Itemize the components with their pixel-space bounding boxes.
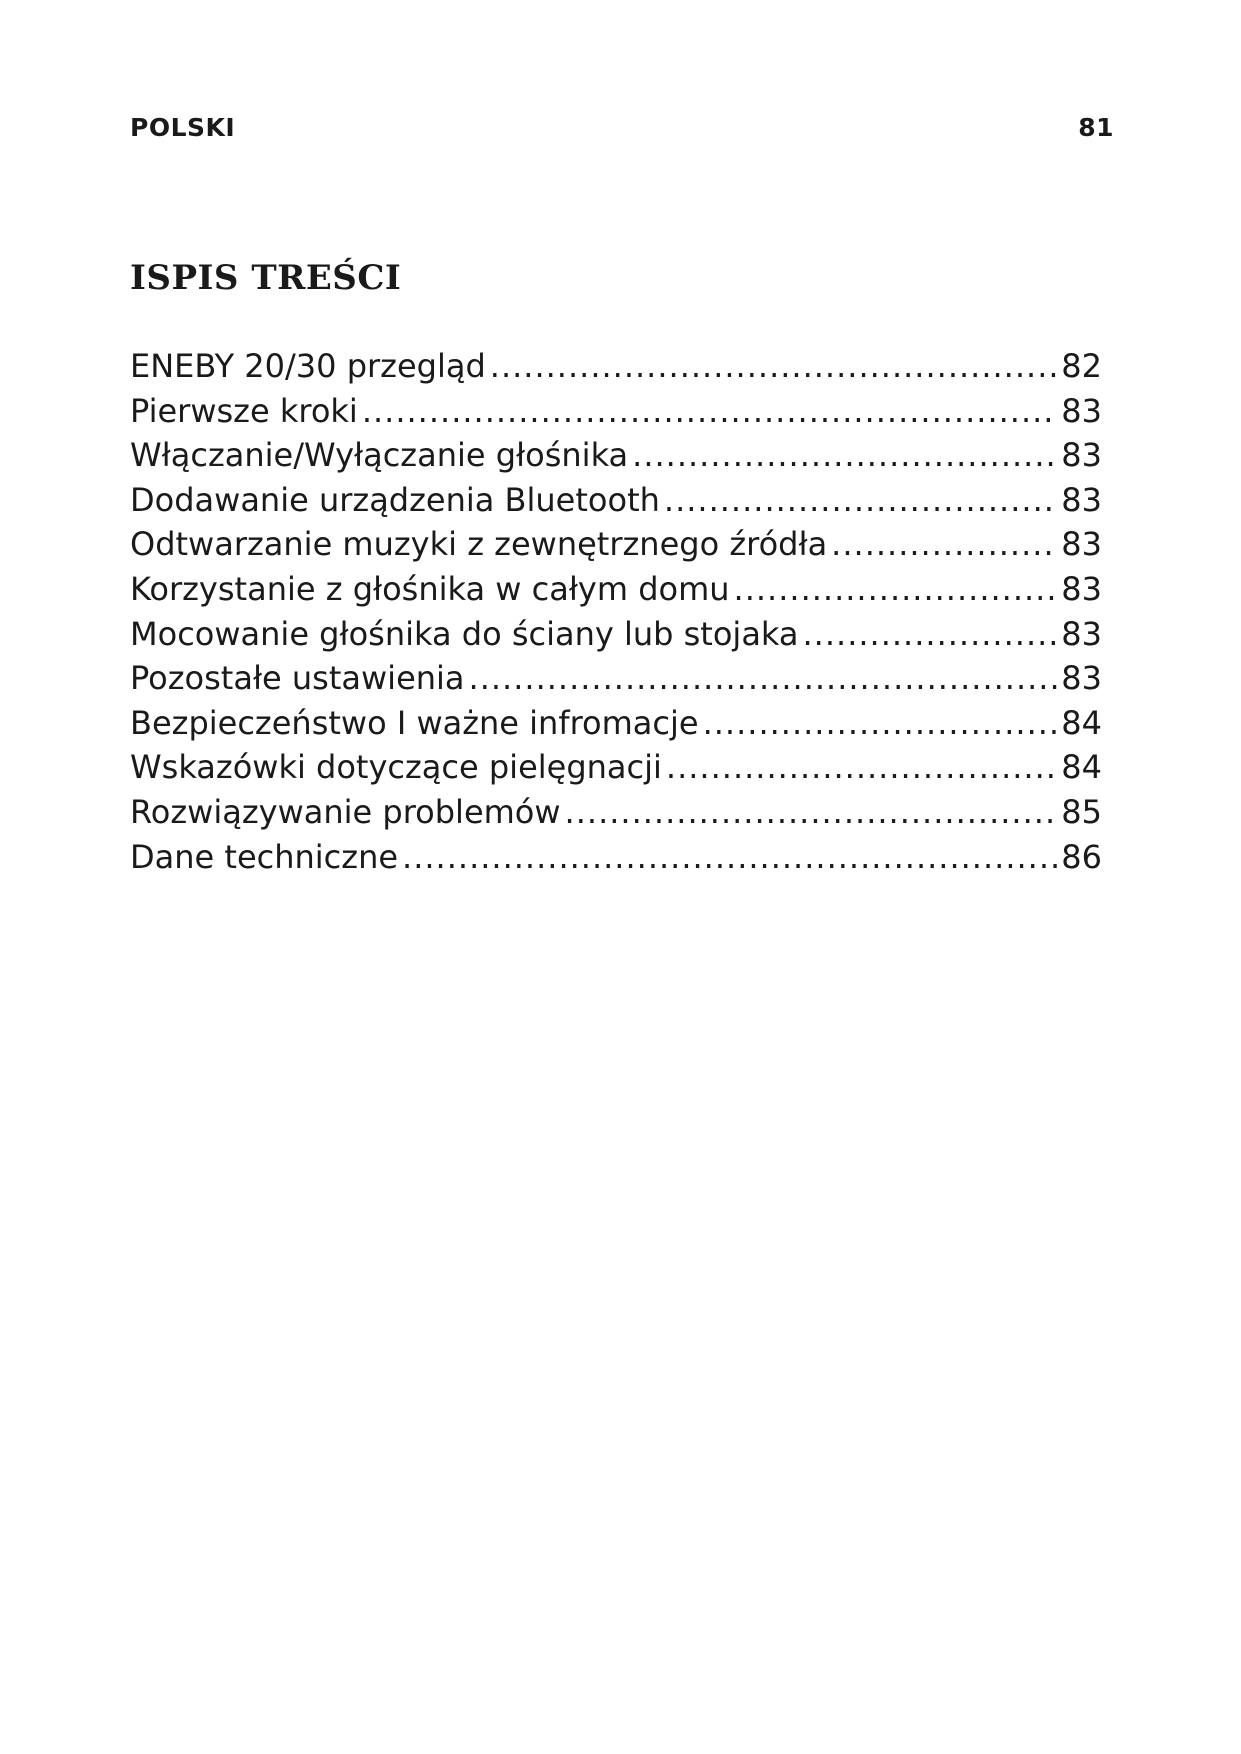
toc-entry-page: 84 <box>1061 703 1102 742</box>
toc-entry-title: Dodawanie urządzenia Bluetooth <box>130 480 660 519</box>
toc-entry[interactable] <box>130 793 1102 838</box>
toc-entry-page: 82 <box>1061 347 1102 385</box>
dot-leader <box>703 704 1058 742</box>
section-label: POLSKI <box>130 112 236 142</box>
toc-entry[interactable] <box>130 659 1102 704</box>
dot-leader <box>565 793 1058 831</box>
toc-entry[interactable] <box>130 748 1102 793</box>
dot-leader <box>831 525 1057 563</box>
toc-entry[interactable] <box>130 615 1102 660</box>
toc-entry-page: 83 <box>1061 614 1102 653</box>
toc-entry-page: 85 <box>1061 792 1102 831</box>
toc-entry-title: Korzystanie z głośnika w całym domu <box>130 569 730 608</box>
dot-leader <box>666 748 1057 786</box>
toc-entry-title: Włączanie/Wyłączanie głośnika <box>130 436 629 475</box>
toc-entry-page: 83 <box>1061 391 1102 430</box>
dot-leader <box>490 347 1058 385</box>
toc-entry[interactable] <box>130 436 1102 481</box>
toc-entry-page: 83 <box>1061 525 1102 564</box>
toc-entry[interactable] <box>130 570 1102 615</box>
dot-leader <box>469 659 1058 697</box>
toc-entry-title: Wskazówki dotyczące pielęgnacji <box>130 748 662 787</box>
toc-entry-title: Odtwarzanie muzyki z zewnętrznego źródła <box>130 525 828 564</box>
toc-entry-page: 83 <box>1061 436 1102 475</box>
toc-entry-page: 84 <box>1061 748 1102 787</box>
toc-list <box>130 347 1102 882</box>
toc-entry-title: ENEBY 20/30 przegląd <box>130 347 486 385</box>
dot-leader <box>402 838 1057 876</box>
page-number: 81 <box>1078 112 1114 142</box>
toc-entry-title: Mocowanie głośnika do ściany lub stojaka <box>130 614 799 653</box>
toc-entry[interactable] <box>130 481 1102 526</box>
toc-entry-page: 83 <box>1061 569 1102 608</box>
dot-leader <box>362 392 1057 430</box>
dot-leader <box>734 570 1058 608</box>
toc-entry-title: Pierwsze kroki <box>130 391 358 430</box>
dot-leader <box>632 436 1057 474</box>
toc-entry-title: Dane techniczne <box>130 837 399 876</box>
dot-leader <box>664 481 1057 519</box>
toc-heading: ISPIS TREŚCI <box>130 258 402 298</box>
dot-leader <box>803 615 1058 653</box>
toc-entry-title: Rozwiązywanie problemów <box>130 792 561 831</box>
toc-entry[interactable] <box>130 838 1102 883</box>
toc-entry-page: 83 <box>1061 480 1102 519</box>
toc-entry-page: 86 <box>1061 837 1102 876</box>
toc-entry-title: Pozostałe ustawienia <box>130 659 465 698</box>
toc-entry[interactable] <box>130 525 1102 570</box>
toc-entry-title: Bezpieczeństwo I ważne infromacje <box>130 703 699 742</box>
toc-entry[interactable] <box>130 704 1102 749</box>
running-header <box>130 110 1114 144</box>
toc-entry-page: 83 <box>1061 659 1102 698</box>
toc-entry[interactable] <box>130 392 1102 437</box>
toc-entry[interactable] <box>130 347 1102 392</box>
